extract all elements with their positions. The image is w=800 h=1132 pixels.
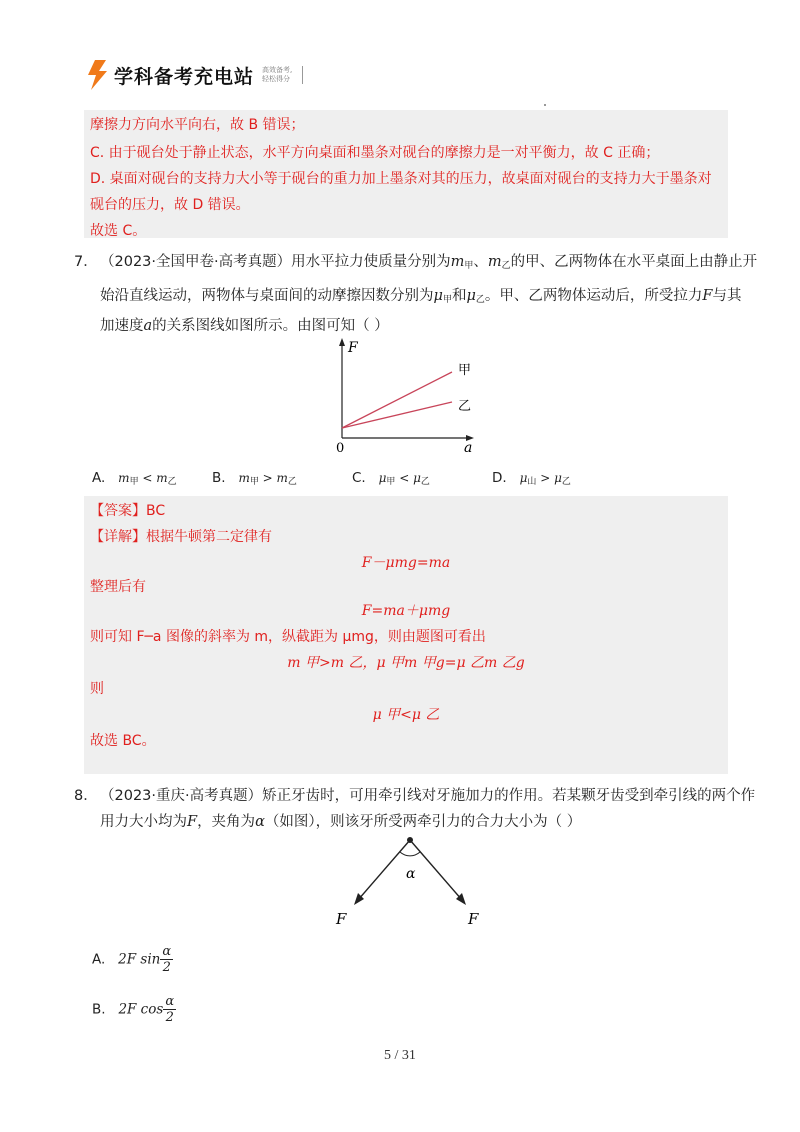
y-axis-label: F bbox=[348, 340, 358, 356]
angle-arc bbox=[400, 852, 420, 856]
x-axis-label: a bbox=[464, 440, 473, 456]
solution-line: 砚台的压力，故 D 错误。 bbox=[90, 197, 250, 213]
page-number: 5 / 31 bbox=[384, 1048, 416, 1063]
option-a[interactable]: A. 2F sin $\frac{\alpha}{2}$ bbox=[92, 944, 172, 975]
option-d[interactable]: D. $\mu_山 > \mu_乙$ bbox=[492, 470, 571, 487]
lightning-bolt-icon bbox=[86, 60, 108, 90]
line-yi bbox=[342, 402, 452, 428]
solution-line: 故选 BC。 bbox=[90, 733, 156, 749]
previous-solution-block bbox=[84, 110, 728, 238]
equation: μ 甲<μ 乙 bbox=[372, 707, 440, 723]
equation: F=ma＋μmg bbox=[361, 603, 451, 619]
question-text: （2023·全国甲卷·高考真题）用水平拉力使质量分别为$m_甲$、$m_乙$的甲、乙两物体在水平桌面上由静止开 bbox=[100, 254, 758, 271]
f-a-graph bbox=[330, 336, 480, 456]
option-b[interactable]: B. $m_甲 > m_乙$ bbox=[212, 470, 297, 487]
force-left-label: F bbox=[336, 910, 347, 928]
solution-line: 整理后有 bbox=[90, 579, 146, 595]
decor-dot bbox=[544, 104, 546, 106]
question-number: 8． bbox=[74, 788, 98, 804]
solution-line: 摩擦力方向水平向右，故 B 错误； bbox=[90, 117, 305, 133]
question-number: 7． bbox=[74, 254, 98, 270]
force-diagram bbox=[330, 832, 490, 932]
question-text: 用力大小均为F，夹角为α（如图），则该牙所受两牵引力的合力大小为（ ） bbox=[100, 814, 582, 830]
question-text: 加速度a的关系图线如图所示。由图可知（ ） bbox=[100, 318, 389, 334]
force-left bbox=[358, 840, 410, 900]
force-right-label: F bbox=[468, 910, 479, 928]
detail-line: 【详解】根据牛顿第二定律有 bbox=[90, 529, 272, 545]
answer-line: 【答案】BC bbox=[90, 503, 166, 519]
question-text: 始沿直线运动，两物体与桌面间的动摩擦因数分别为$\mu_甲$和$\mu_乙$。甲、乙两物体运动后，所受拉力F与其 bbox=[100, 288, 742, 305]
force-right bbox=[410, 840, 462, 900]
option-c[interactable]: C. $\mu_甲 < \mu_乙$ bbox=[352, 470, 430, 487]
solution-line: 则可知 F─a 图像的斜率为 m，纵截距为 μmg，则由题图可看出 bbox=[90, 629, 486, 645]
brand-slogan: 高效备考, 轻松得分 bbox=[262, 66, 303, 84]
series-label-yi: 乙 bbox=[458, 399, 472, 414]
line-jia bbox=[342, 372, 452, 428]
series-label-jia: 甲 bbox=[458, 363, 472, 378]
solution-line: C. 由于砚台处于静止状态，水平方向桌面和墨条对砚台的摩擦力是一对平衡力，故 C 正确； bbox=[90, 145, 660, 161]
y-axis-arrow bbox=[339, 338, 345, 346]
brand-name: 学科备考充电站 bbox=[114, 65, 255, 88]
solution-line: 故选 C。 bbox=[90, 223, 147, 239]
option-a[interactable]: A. $m_甲 < m_乙$ bbox=[92, 470, 177, 487]
origin-label: 0 bbox=[336, 441, 345, 456]
solution-line: 则 bbox=[90, 681, 104, 697]
equation: F－μmg=ma bbox=[361, 555, 451, 571]
question-text: （2023·重庆·高考真题）矫正牙齿时，可用牵引线对牙施加力的作用。若某颗牙齿受到牵引线的两个作 bbox=[100, 788, 756, 804]
angle-label: α bbox=[406, 866, 416, 882]
solution-line: D. 桌面对砚台的支持力大小等于砚台的重力加上墨条对其的压力，故桌面对砚台的支持力大于墨条对 bbox=[90, 171, 712, 187]
solution-block-q7 bbox=[84, 496, 728, 774]
equation: m 甲>m 乙，μ 甲m 甲g=μ 乙m 乙g bbox=[287, 655, 525, 671]
option-b[interactable]: B. 2F cos $\frac{\alpha}{2}$ bbox=[92, 994, 175, 1025]
header-logo bbox=[86, 56, 303, 94]
